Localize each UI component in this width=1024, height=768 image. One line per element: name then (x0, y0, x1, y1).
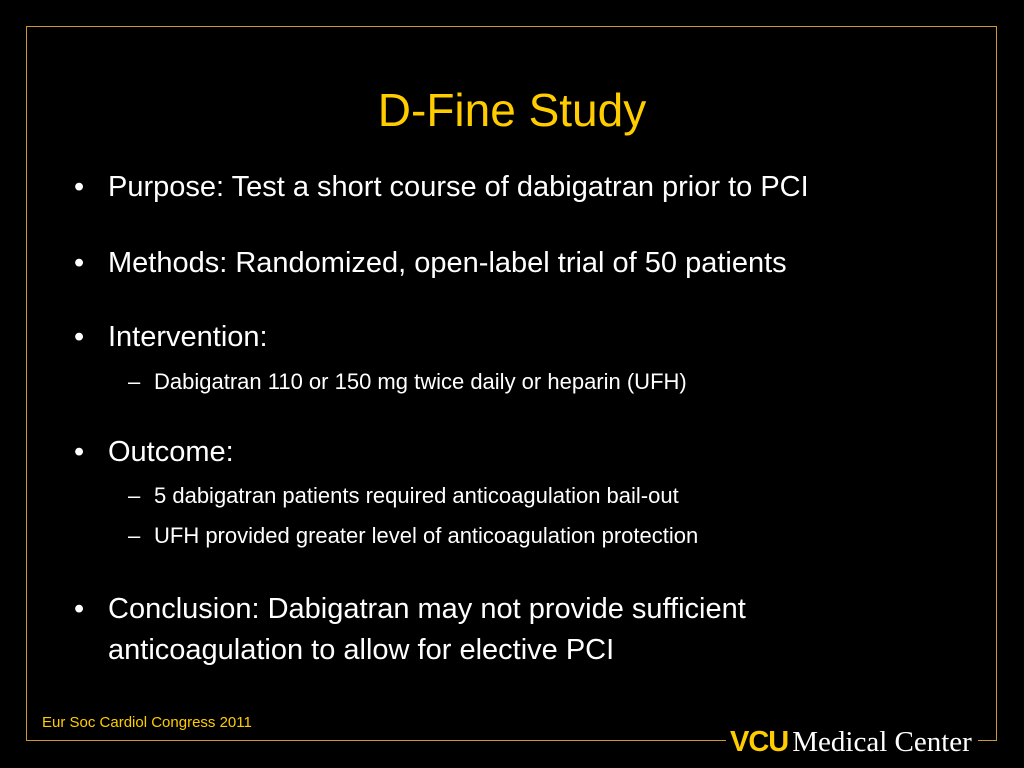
bullet-methods (74, 244, 938, 282)
sub-bullet-outcome-ufh (128, 521, 934, 551)
logo-medical-center-text: Medical Center (792, 726, 972, 758)
bullet-marker: • (74, 247, 85, 279)
bullet-purpose (74, 168, 938, 206)
sub-bullet-text: UFH provided greater level of anticoagulation protection (154, 523, 699, 548)
sub-bullet-intervention-dose (128, 367, 934, 397)
sub-bullet-marker: – (128, 483, 141, 508)
bullet-text: Purpose: Test a short course of dabigatran prior to PCI (108, 171, 809, 203)
bullet-text: Intervention: (108, 321, 268, 353)
bullet-marker: • (74, 171, 85, 203)
bullet-outcome (74, 433, 938, 471)
sub-bullet-outcome-bailout (128, 481, 934, 511)
bullet-text: Methods: Randomized, open-label trial of 50 patients (108, 247, 787, 279)
bullet-text: Outcome: (108, 436, 234, 468)
bullet-intervention (74, 318, 938, 356)
sub-bullet-marker: – (128, 369, 141, 394)
sub-bullet-text: Dabigatran 110 or 150 mg twice daily or heparin (UFH) (154, 369, 687, 394)
bullet-conclusion (74, 589, 898, 671)
vcu-medical-center-logo (726, 722, 978, 762)
bullet-marker: • (74, 321, 85, 353)
bullet-marker: • (74, 593, 85, 625)
sub-bullet-text: 5 dabigatran patients required anticoagulation bail-out (154, 483, 679, 508)
logo-divider (697, 740, 725, 741)
sub-bullet-marker: – (128, 523, 141, 548)
slide-title: D-Fine Study (377, 84, 647, 136)
bullet-marker: • (74, 436, 85, 468)
footer-citation: Eur Soc Cardiol Congress 2011 (42, 714, 252, 731)
logo-vcu-text: VCU (730, 726, 789, 758)
bullet-text: Conclusion: Dabigatran may not provide sufficient anticoagulation to allow for elective PCI (108, 593, 746, 666)
